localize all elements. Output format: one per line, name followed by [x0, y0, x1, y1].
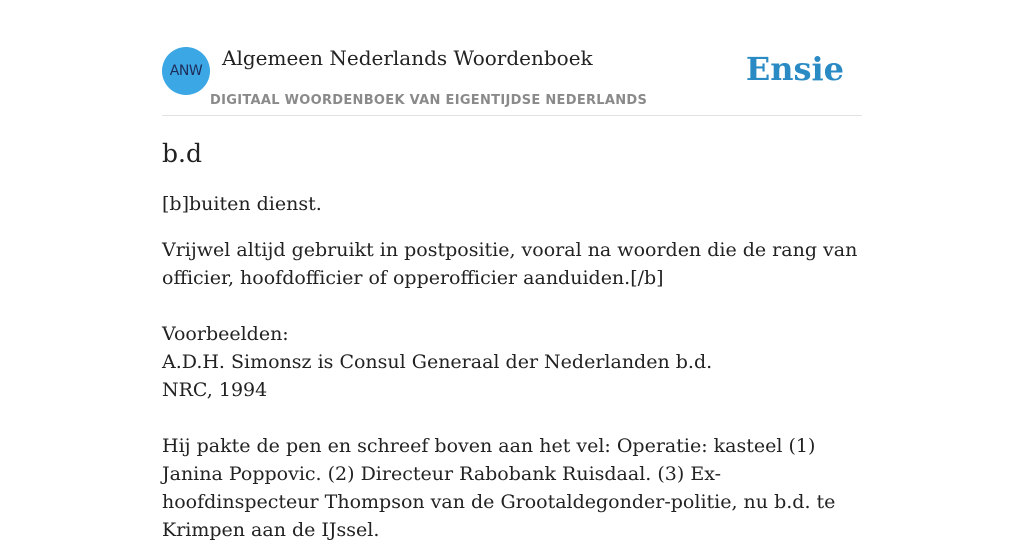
site-subtitle: DIGITAAL WOORDENBOEK VAN EIGENTIJDSE NEDERLANDS	[210, 93, 648, 108]
example-spacer	[162, 404, 862, 432]
example-text: A.D.H. Simonsz is Consul Generaal der Nederlanden b.d.	[162, 351, 713, 373]
example-source: NRC, 1994	[162, 379, 268, 401]
entry-title: b.d	[162, 139, 202, 168]
entry-usage-note: Vrijwel altijd gebruikt in postpositie, vooral na woorden die de rang van officier, hoofdofficier of opperofficier aanduiden.[/b]	[162, 239, 858, 289]
page	[162, 0, 862, 541]
ensie-brand-logo[interactable]: Ensie	[745, 50, 844, 88]
example-item	[162, 348, 862, 404]
examples-heading: Voorbeelden:	[162, 323, 289, 345]
site-title[interactable]: Algemeen Nederlands Woordenboek	[222, 46, 593, 70]
logo-text: ANW	[169, 63, 203, 79]
entry-definition: [b]buiten dienst.	[162, 193, 322, 215]
example-text: Hij pakte de pen en schreef boven aan het vel: Operatie: kasteel (1) Janina Poppovic. (2) Directeur Rabobank Ruisdaal. (3) Ex-hoofdinspecteur Thompson van de Grootaldegonder-politie, nu b.d. te Krimpen aan de IJssel.	[162, 435, 836, 541]
site-header	[162, 0, 862, 116]
example-item	[162, 432, 862, 544]
anw-logo[interactable]	[162, 47, 210, 95]
